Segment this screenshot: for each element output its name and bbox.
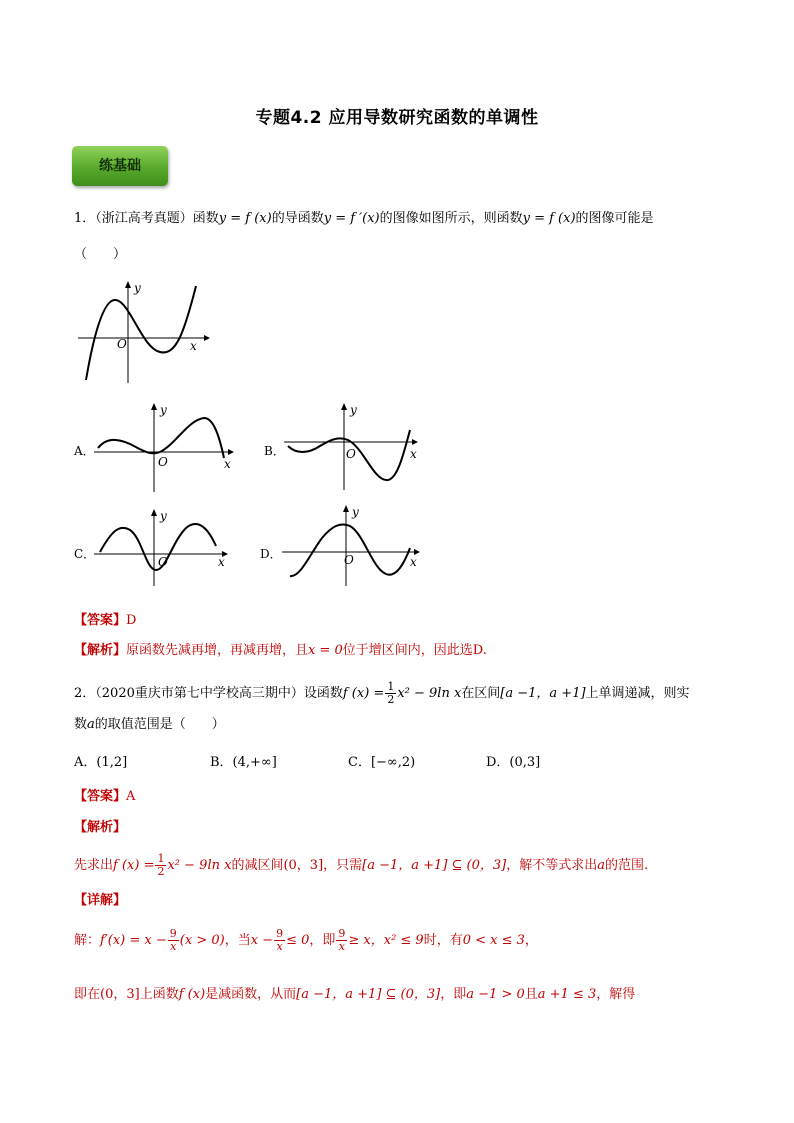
option-c-graph	[92, 508, 242, 588]
q1-answer: 【答案】D	[74, 613, 137, 628]
option-b-label: B．	[264, 444, 285, 458]
q2-detail-label: 【详解】	[74, 893, 127, 908]
q2-detail-line1: 解：f′(x) = x − $\frac{9}{x}$ (x > 0)，当x − $\frac{9}{x}$ ≤ 0，即 $\frac{9}{x}$ ≥ x，x² ≤ 9时，有0 < x ≤ 3，	[74, 927, 538, 953]
option-d-graph	[280, 504, 430, 589]
axis-y-label: y	[160, 403, 167, 417]
axis-x-label: x	[410, 555, 417, 569]
fraction-nine-over-x: $\frac{9}{x}$	[169, 927, 177, 953]
q1-analysis: 【解析】原函数先减再增，再减再增，且x = 0位于增区间内，因此选D.	[74, 643, 487, 658]
option-d-label: D．	[260, 547, 282, 561]
axis-x-label: x	[410, 447, 417, 461]
page-title: 专题4.2 应用导数研究函数的单调性	[255, 108, 539, 128]
option-b-graph	[282, 400, 432, 495]
fraction-half: $\frac{1}{2}$	[157, 852, 165, 878]
axis-x-label: x	[224, 457, 231, 471]
derivative-graph	[72, 278, 217, 388]
q2-choice-a: A．(1,2]	[74, 755, 128, 770]
q2-stem-line2: 数a的取值范围是（ ）	[74, 717, 225, 732]
option-a-label: A．	[74, 444, 95, 458]
q1-stem-line1: 1．（浙江高考真题）函数y = f (x)的导函数y = f ′(x)的图像如图所示，则函数y = f (x)的图像可能是	[74, 211, 654, 226]
q2-choice-b: B．(4,+∞]	[210, 755, 277, 770]
q1-paren: （ ）	[74, 247, 127, 262]
axis-y-label: y	[350, 403, 357, 417]
axis-y-label: y	[160, 509, 167, 523]
axis-y-label: y	[352, 505, 359, 519]
axis-x-label: x	[218, 555, 225, 569]
q2-choice-d: D．(0,3]	[486, 755, 541, 770]
origin-label: O	[117, 337, 127, 351]
q2-analysis-text: 先求出f (x) = $\frac{1}{2}$ x² − 9ln x的减区间(0，3]，只需[a −1，a +1] ⊆ (0，3]，解不等式求出a的范围.	[74, 852, 649, 878]
section-badge: 练基础	[72, 146, 168, 186]
q2-analysis-label: 【解析】	[74, 820, 127, 835]
origin-label: O	[158, 455, 168, 469]
fraction-half: $\frac{1}{2}$	[387, 680, 395, 706]
option-c-label: C．	[74, 547, 96, 561]
q2-choice-c: C．[−∞,2)	[348, 755, 416, 770]
option-a-graph	[92, 400, 242, 495]
fraction-nine-over-x: $\frac{9}{x}$	[276, 927, 284, 953]
axis-y-label: y	[134, 281, 141, 295]
fraction-nine-over-x: $\frac{9}{x}$	[338, 927, 346, 953]
origin-label: O	[346, 447, 356, 461]
q2-stem-line1: 2．（2020重庆市第七中学校高三期中）设函数f (x) = $\frac{1}{2}$ x² − 9ln x在区间[a −1，a +1]上单调递减，则实	[74, 680, 690, 706]
origin-label: O	[344, 553, 354, 567]
q2-detail-line2: 即在(0，3]上函数f (x)是减函数，从而[a −1，a +1] ⊆ (0，3]，即a −1 > 0且a +1 ≤ 3，解得	[74, 987, 636, 1002]
axis-x-label: x	[190, 339, 197, 353]
q2-answer: 【答案】A	[74, 789, 136, 804]
origin-label: O	[158, 555, 168, 569]
